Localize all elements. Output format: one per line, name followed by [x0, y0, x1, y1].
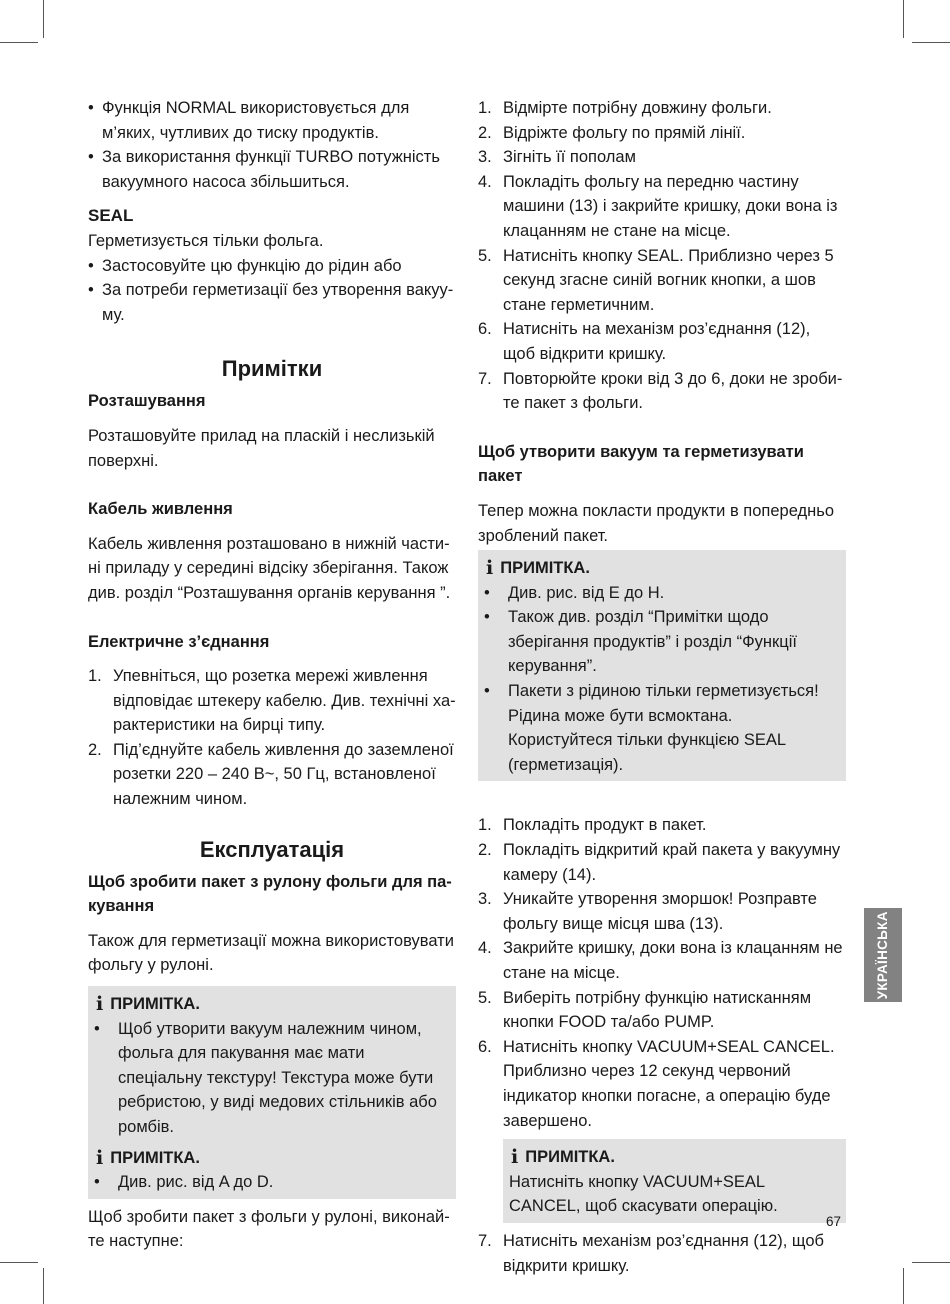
- electric-heading: Електричне з’єднання: [88, 632, 270, 651]
- list-item: 3. Зігніть її пополам: [478, 148, 636, 167]
- list-item: • Функція NORMAL використовується для м’яких, чутливих до тиску продуктів.: [88, 99, 410, 142]
- note-box: [478, 550, 846, 781]
- note-header: i ПРИМІТКА.: [486, 557, 590, 580]
- crop-mark: [912, 42, 950, 43]
- list-item: 4. Покладіть фольгу на передню частину машини (13) і закрийте кришку, доки вона із клацанням не стане на місце.: [478, 172, 838, 240]
- list-item: 5. Виберіть потрібну функцію натисканням кнопки FOOD та/або PUMP.: [478, 988, 812, 1032]
- list-item: 2. Покладіть відкритий край пакета у вакуумну камеру (14).: [478, 841, 841, 884]
- roll-heading: Щоб зробити пакет з рулону фольги для пакування: [88, 872, 452, 916]
- list-item: 6. Натисніть на механізм роз’єднання (12), щоб відкрити кришку.: [478, 320, 811, 363]
- placement-heading: Розташування: [88, 392, 206, 411]
- list-item: • За потреби герметизації без утворення вакууму.: [88, 281, 454, 324]
- crop-mark: [912, 1262, 950, 1263]
- roll-outro: Щоб зробити пакет з фольги у рулоні, виконайте наступне:: [88, 1207, 450, 1251]
- info-icon: i: [96, 1146, 104, 1169]
- list-item: 7. Повторюйте кроки від 3 до 6, доки не зробите пакет з фольги.: [478, 369, 843, 413]
- list-item: • Також див. розділ “Примітки щодо зберігання продуктів” і розділ “Функції керування”.: [484, 608, 797, 676]
- list-item: 3. Уникайте утворення зморшок! Розправте фольгу вище місця шва (13).: [478, 890, 817, 933]
- seal-heading: SEAL: [88, 206, 134, 226]
- note-header: i ПРИМІТКА.: [511, 1146, 615, 1169]
- note-text: Натисніть кнопку VACUUM+SEAL CANCEL, щоб скасувати операцію.: [509, 1172, 778, 1216]
- crop-mark: [0, 1262, 38, 1263]
- list-item: 1. Відмірте потрібну довжину фольги.: [478, 99, 772, 117]
- left-column: [88, 96, 456, 1254]
- list-item: • Див. рис. від E до H.: [484, 583, 665, 602]
- list-item: • Щоб утворити вакуум належним чином, фольга для пакування має мати спеціальну текстуру! Текстура може бути ребристою, у виді медових стільників або ромбів.: [94, 1019, 437, 1136]
- list-item: 1. Упевніться, що розетка мережі живлення відповідає штекеру кабелю. Див. технічні характеристики на бирці типу.: [88, 667, 456, 735]
- crop-mark: [903, 1268, 904, 1304]
- page-number: 67: [826, 1214, 842, 1229]
- right-column: [478, 96, 846, 1278]
- operation-title: Експлуатація: [199, 836, 345, 862]
- list-item: • За використання функції TURBO потужність вакуумного насоса збільшиться.: [88, 148, 440, 191]
- crop-mark: [43, 1268, 44, 1304]
- note-header: i ПРИМІТКА.: [96, 993, 200, 1016]
- language-tab: УКРАЇНСЬКА: [864, 908, 902, 1002]
- cable-text: Кабель живлення розташовано в нижній частині приладу у середині відсіку зберігання. Також див. розділ “Розташування органів керування ”.: [88, 534, 451, 602]
- note-box: [503, 1139, 846, 1223]
- list-item: • Пакети з рідиною тільки герметизується! Рідина може бути всмоктана. Користуйтеся тільки функцією SEAL (герметизація).: [484, 682, 819, 774]
- info-icon: i: [486, 557, 494, 580]
- list-item: • Застосовуйте цю функцію до рідин або: [88, 256, 402, 275]
- crop-mark: [0, 42, 38, 43]
- notes-title: Примітки: [221, 356, 323, 382]
- list-item: 4. Закрийте кришку, доки вона із клацанням не стане на місце.: [478, 939, 843, 982]
- list-item: 2. Відріжте фольгу по прямій лінії.: [478, 123, 746, 142]
- info-icon: i: [511, 1146, 519, 1169]
- info-icon: i: [96, 993, 104, 1016]
- roll-text: Також для герметизації можна використовувати фольгу у рулоні.: [88, 931, 454, 975]
- note-header: i ПРИМІТКА.: [96, 1146, 200, 1169]
- list-item: 1. Покладіть продукт в пакет.: [478, 816, 707, 835]
- list-item: • Див. рис. від A до D.: [94, 1173, 274, 1192]
- placement-text: Розташовуйте прилад на пласкій і неслизькій поверхні.: [88, 426, 435, 470]
- crop-mark: [903, 0, 904, 38]
- vacuum-text: Тепер можна покласти продукти в попередньо зроблений пакет.: [478, 501, 835, 545]
- vacuum-heading: Щоб утворити вакуум та герметизувати пакет: [478, 442, 804, 486]
- crop-mark: [43, 0, 44, 38]
- list-item: 6. Натисніть кнопку VACUUM+SEAL CANCEL. Приблизно через 12 секунд червоний індикатор кнопки погасне, а операцію буде завершено.: [478, 1037, 835, 1130]
- seal-description: Герметизується тільки фольга.: [88, 231, 324, 250]
- list-item: 2. Під’єднуйте кабель живлення до заземленої розетки 220 – 240 В~, 50 Гц, встановленої належним чином.: [88, 740, 454, 809]
- note-box: [88, 986, 456, 1199]
- cable-heading: Кабель живлення: [88, 500, 233, 519]
- list-item: 5. Натисніть кнопку SEAL. Приблизно через 5 секунд згасне синій вогник кнопки, а шов стане герметичним.: [478, 246, 834, 314]
- list-item: 7. Натисніть механізм роз’єднання (12), щоб відкрити кришку.: [478, 1231, 824, 1275]
